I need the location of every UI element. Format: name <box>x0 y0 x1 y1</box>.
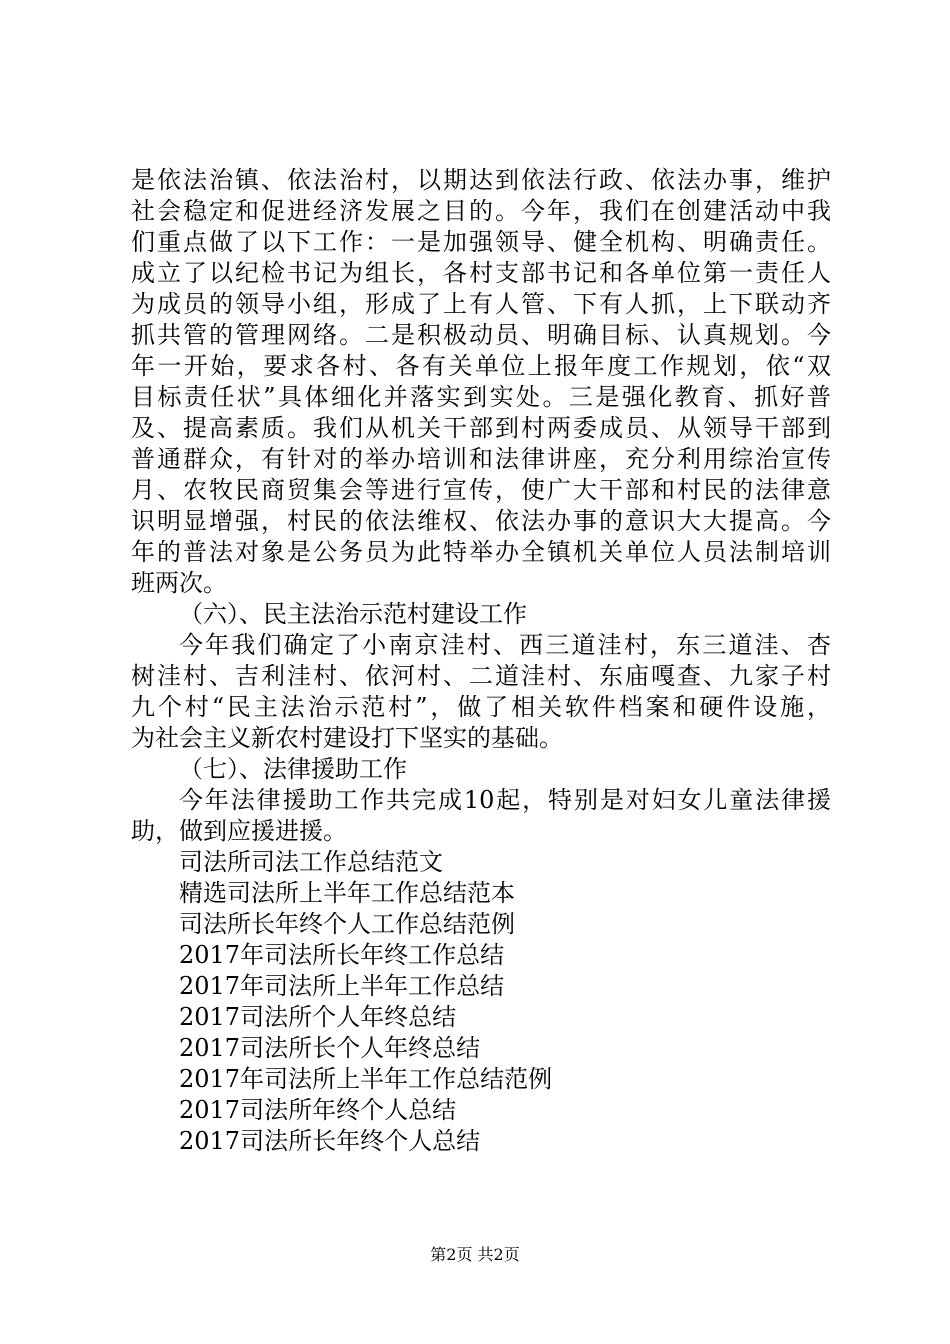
paragraph-line: 成立了以纪检书记为组长，各村支部书记和各单位第一责任人 <box>131 259 831 287</box>
paragraph-line: 目标责任状”具体细化并落实到实处。三是强化教育、抓好普 <box>131 383 831 411</box>
paragraph-line: 社会稳定和促进经济发展之目的。今年，我们在创建活动中我 <box>131 197 831 225</box>
paragraph-line: 今年我们确定了小南京洼村、西三道洼村，东三道洼、杏 <box>179 631 831 659</box>
section-heading-7: （七）、法律援助工作 <box>179 755 407 783</box>
related-link[interactable]: 2017司法所年终个人总结 <box>179 1096 457 1124</box>
related-link[interactable]: 2017司法所长个人年终总结 <box>179 1034 481 1062</box>
related-link[interactable]: 司法所司法工作总结范文 <box>179 848 443 876</box>
paragraph-line: 为成员的领导小组，形成了上有人管、下有人抓，上下联动齐 <box>131 290 831 318</box>
paragraph-line: 及、提高素质。我们从机关干部到村两委成员、从领导干部到 <box>131 414 831 442</box>
paragraph-line: 识明显增强，村民的依法维权、依法办事的意识大大提高。今 <box>131 507 831 535</box>
paragraph-line: 班两次。 <box>131 569 227 597</box>
page-number-footer: 第2页 共2页 <box>430 1245 520 1264</box>
related-link[interactable]: 司法所长年终个人工作总结范例 <box>179 910 515 938</box>
paragraph-line: 九个村“民主法治示范村”，做了相关软件档案和硬件设施， <box>131 693 831 721</box>
document-body <box>131 165 831 1157</box>
related-link[interactable]: 2017年司法所长年终工作总结 <box>179 941 505 969</box>
paragraph-line: 助，做到应援进援。 <box>131 817 347 845</box>
paragraph-line: 月、农牧民商贸集会等进行宣传，使广大干部和村民的法律意 <box>131 476 831 504</box>
paragraph-line: 今年法律援助工作共完成10起，特别是对妇女儿童法律援 <box>179 786 831 814</box>
paragraph-line: 为社会主义新农村建设打下坚实的基础。 <box>131 724 563 752</box>
paragraph-line: 年一开始，要求各村、各有关单位上报年度工作规划，依“双 <box>131 352 831 380</box>
related-link[interactable]: 2017司法所长年终个人总结 <box>179 1127 481 1155</box>
paragraph-line: 树洼村、吉利洼村、依河村、二道洼村、东庙嘎查、九家子村 <box>131 662 831 690</box>
paragraph-line: 们重点做了以下工作：一是加强领导、健全机构、明确责任。 <box>131 228 831 256</box>
paragraph-line: 年的普法对象是公务员为此特举办全镇机关单位人员法制培训 <box>131 538 831 566</box>
related-link[interactable]: 2017司法所个人年终总结 <box>179 1003 457 1031</box>
related-link[interactable]: 精选司法所上半年工作总结范本 <box>179 879 515 907</box>
paragraph-line: 抓共管的管理网络。二是积极动员、明确目标、认真规划。今 <box>131 321 831 349</box>
paragraph-line: 是依法治镇、依法治村，以期达到依法行政、依法办事，维护 <box>131 166 831 194</box>
section-heading-6: （六）、民主法治示范村建设工作 <box>179 600 527 628</box>
paragraph-line: 普通群众，有针对的举办培训和法律讲座，充分利用综治宣传 <box>131 445 831 473</box>
related-link[interactable]: 2017年司法所上半年工作总结范例 <box>179 1065 553 1093</box>
related-link[interactable]: 2017年司法所上半年工作总结 <box>179 972 505 1000</box>
